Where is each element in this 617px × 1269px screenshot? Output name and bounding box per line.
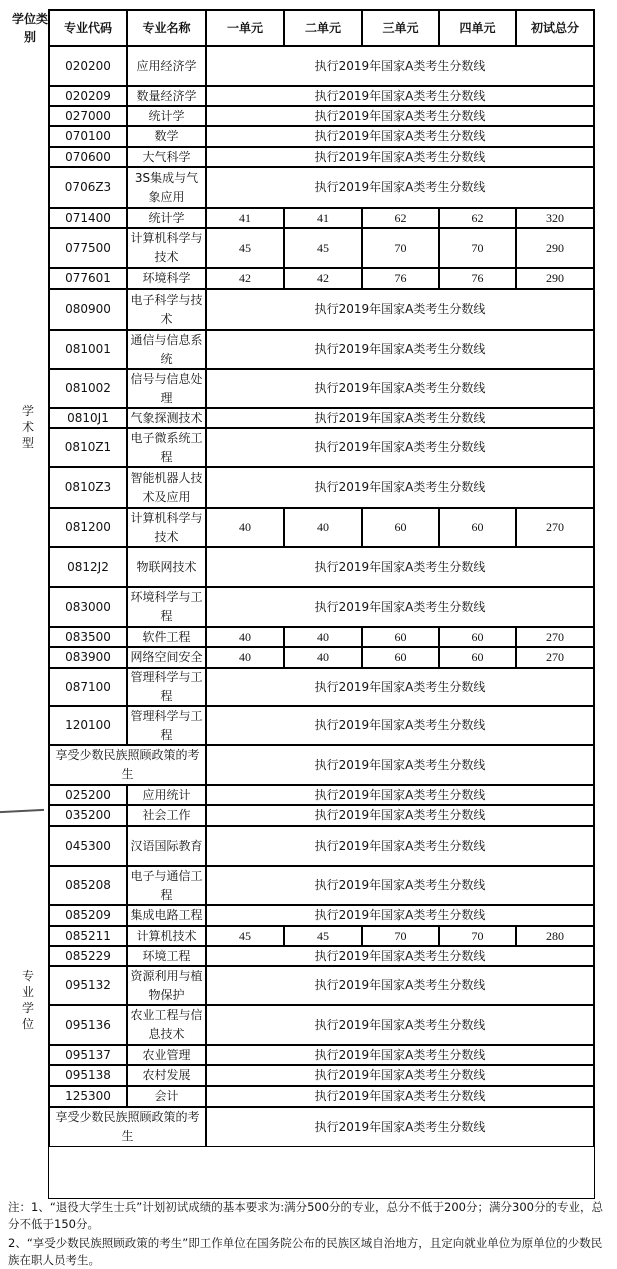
header-unit4: 四单元 [439,10,516,46]
row-code: 045300 [49,826,127,866]
row-code: 083000 [49,587,127,627]
row-code: 035200 [49,805,127,826]
row-code: 085208 [49,866,127,905]
row-code: 095137 [49,1045,127,1065]
row-name: 计算机技术 [127,926,206,946]
row-unit2: 40 [284,647,362,668]
row-name: 3S集成与气象应用 [127,167,206,208]
row-code: 0810Z3 [49,467,127,508]
row-unit4: 60 [439,627,516,647]
category-academic: 学 术 型 [21,404,34,450]
row-code: 0810Z1 [49,428,127,467]
row-unit4: 76 [439,268,516,289]
row-score-line: 执行2019年国家A类考生分数线 [206,905,594,926]
row-unit2: 40 [284,627,362,647]
degree-type-header: 学位类别 [12,12,49,44]
row-name: 信号与信息处理 [127,369,206,408]
scan-mark [0,809,44,813]
row-name: 数量经济学 [127,86,206,106]
row-name: 电子科学与技术 [127,289,206,330]
row-score-line: 执行2019年国家A类考生分数线 [206,547,594,587]
row-code: 070100 [49,126,127,147]
row-name: 通信与信息系统 [127,330,206,369]
row-total: 270 [516,647,594,668]
row-code: 083900 [49,647,127,668]
row-name: 智能机器人技术及应用 [127,467,206,508]
row-code: 083500 [49,627,127,647]
row-total: 270 [516,508,594,547]
header-total: 初试总分 [516,10,594,46]
row-unit1: 45 [206,926,284,946]
row-code: 081002 [49,369,127,408]
row-name: 软件工程 [127,627,206,647]
row-score-line: 执行2019年国家A类考生分数线 [206,289,594,330]
row-unit3: 76 [362,268,439,289]
row-score-line: 执行2019年国家A类考生分数线 [206,167,594,208]
row-score-line: 执行2019年国家A类考生分数线 [206,428,594,467]
row-score-line: 执行2019年国家A类考生分数线 [206,826,594,866]
row-name: 计算机科学与技术 [127,228,206,268]
row-name: 农业工程与信息技术 [127,1005,206,1045]
row-name: 物联网技术 [127,547,206,587]
row-unit1: 41 [206,208,284,228]
row-code: 095136 [49,1005,127,1045]
row-total: 290 [516,268,594,289]
row-code: 087100 [49,668,127,706]
row-name: 环境科学与工程 [127,587,206,627]
row-score-line: 执行2019年国家A类考生分数线 [206,946,594,966]
row-unit3: 60 [362,508,439,547]
row-score-line: 执行2019年国家A类考生分数线 [206,369,594,408]
row-unit1: 45 [206,228,284,268]
row-code: 020200 [49,46,127,86]
row-code: 077601 [49,268,127,289]
row-score-line: 执行2019年国家A类考生分数线 [206,1005,594,1045]
row-name: 资源利用与植物保护 [127,966,206,1005]
row-unit1: 40 [206,647,284,668]
row-code: 0706Z3 [49,167,127,208]
row-score-line: 执行2019年国家A类考生分数线 [206,86,594,106]
row-code: 081200 [49,508,127,547]
row-name: 统计学 [127,208,206,228]
row-name: 社会工作 [127,805,206,826]
row-score-line: 执行2019年国家A类考生分数线 [206,668,594,706]
row-name: 汉语国际教育 [127,826,206,866]
row-code: 120100 [49,706,127,745]
row-code: 095132 [49,966,127,1005]
row-name: 会计 [127,1086,206,1107]
row-code: 020209 [49,86,127,106]
row-score-line: 执行2019年国家A类考生分数线 [206,745,594,785]
row-name: 气象探测技术 [127,408,206,428]
row-name: 农业管理 [127,1045,206,1065]
note-item: 注：1、“退役大学生士兵”计划初试成绩的基本要求为:满分500分的专业，总分不低于200分；满分300分的专业，总分不低于150分。 [8,1200,603,1231]
row-name: 应用经济学 [127,46,206,86]
row-name: 电子与通信工程 [127,866,206,905]
note-item: 2、“享受少数民族照顾政策的考生”即工作单位在国务院公布的民族区域自治地方，且定向就业单位为原单位的少数民族在职人员考生。 [8,1236,603,1267]
row-unit2: 42 [284,268,362,289]
row-score-line: 执行2019年国家A类考生分数线 [206,1065,594,1086]
row-code: 077500 [49,228,127,268]
header-major-code: 专业代码 [49,10,127,46]
row-unit2: 40 [284,508,362,547]
row-name: 数学 [127,126,206,147]
row-code: 0812J2 [49,547,127,587]
row-score-line: 执行2019年国家A类考生分数线 [206,966,594,1005]
row-unit4: 60 [439,647,516,668]
row-unit4: 60 [439,508,516,547]
row-score-line: 执行2019年国家A类考生分数线 [206,1086,594,1107]
row-code: 080900 [49,289,127,330]
row-code: 085209 [49,905,127,926]
row-name: 计算机科学与技术 [127,508,206,547]
category-professional: 专 业 学 位 [21,969,34,1031]
row-score-line: 执行2019年国家A类考生分数线 [206,106,594,126]
row-unit1: 42 [206,268,284,289]
row-name: 大气科学 [127,147,206,167]
row-total: 290 [516,228,594,268]
row-name: 管理科学与工程 [127,668,206,706]
row-total: 270 [516,627,594,647]
row-unit3: 60 [362,647,439,668]
row-score-line: 执行2019年国家A类考生分数线 [206,866,594,905]
header-unit3: 三单元 [362,10,439,46]
row-score-line: 执行2019年国家A类考生分数线 [206,587,594,627]
row-name: 管理科学与工程 [127,706,206,745]
row-name: 环境科学 [127,268,206,289]
row-total: 320 [516,208,594,228]
row-score-line: 执行2019年国家A类考生分数线 [206,706,594,745]
row-name: 电子微系统工程 [127,428,206,467]
row-score-line: 执行2019年国家A类考生分数线 [206,46,594,86]
row-code: 095138 [49,1065,127,1086]
row-name: 环境工程 [127,946,206,966]
row-code: 027000 [49,106,127,126]
row-score-line: 执行2019年国家A类考生分数线 [206,408,594,428]
header-unit2: 二单元 [284,10,362,46]
row-code: 025200 [49,785,127,805]
row-name: 享受少数民族照顾政策的考生 [49,1107,206,1147]
row-unit1: 40 [206,508,284,547]
row-score-line: 执行2019年国家A类考生分数线 [206,126,594,147]
row-unit4: 62 [439,208,516,228]
row-score-line: 执行2019年国家A类考生分数线 [206,805,594,826]
row-unit3: 70 [362,228,439,268]
row-code: 071400 [49,208,127,228]
row-total: 280 [516,926,594,946]
row-code: 085211 [49,926,127,946]
row-name: 享受少数民族照顾政策的考生 [49,745,206,785]
row-unit2: 41 [284,208,362,228]
row-score-line: 执行2019年国家A类考生分数线 [206,147,594,167]
row-code: 125300 [49,1086,127,1107]
header-major-name: 专业名称 [127,10,206,46]
row-code: 081001 [49,330,127,369]
score-table [48,9,595,1199]
row-unit4: 70 [439,926,516,946]
row-unit1: 40 [206,627,284,647]
row-score-line: 执行2019年国家A类考生分数线 [206,1107,594,1147]
row-name: 网络空间安全 [127,647,206,668]
row-name: 统计学 [127,106,206,126]
row-name: 集成电路工程 [127,905,206,926]
row-unit3: 62 [362,208,439,228]
row-unit2: 45 [284,926,362,946]
row-code: 070600 [49,147,127,167]
row-score-line: 执行2019年国家A类考生分数线 [206,330,594,369]
row-score-line: 执行2019年国家A类考生分数线 [206,785,594,805]
header-unit1: 一单元 [206,10,284,46]
row-unit2: 45 [284,228,362,268]
row-unit3: 70 [362,926,439,946]
row-name: 应用统计 [127,785,206,805]
row-name: 农村发展 [127,1065,206,1086]
row-unit4: 70 [439,228,516,268]
row-score-line: 执行2019年国家A类考生分数线 [206,1045,594,1065]
row-unit3: 60 [362,627,439,647]
row-score-line: 执行2019年国家A类考生分数线 [206,467,594,508]
row-code: 085229 [49,946,127,966]
row-code: 0810J1 [49,408,127,428]
